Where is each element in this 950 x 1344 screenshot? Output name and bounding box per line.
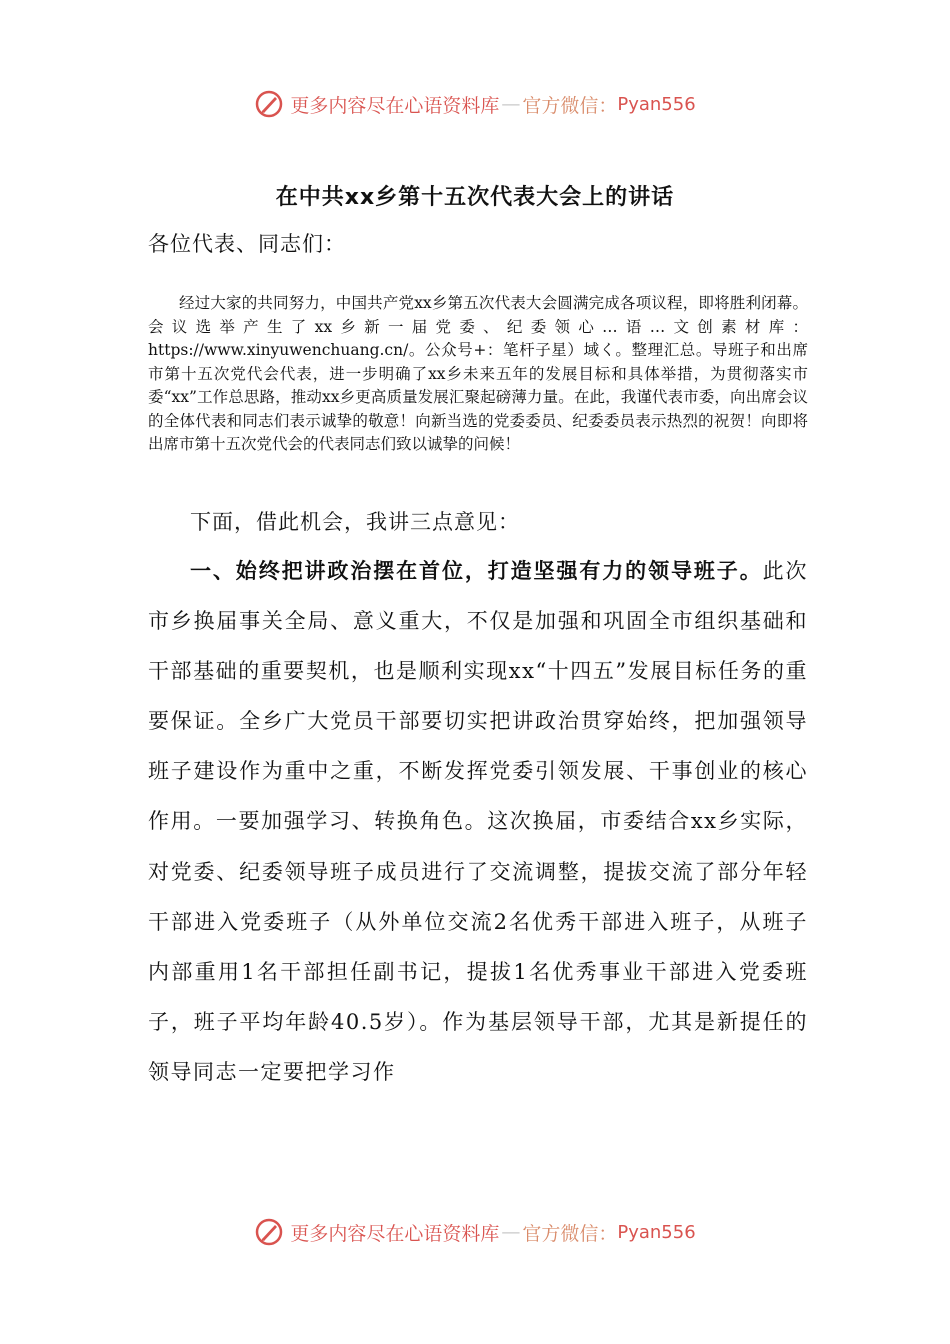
banner-wechat-label: 官方微信： <box>522 94 618 117</box>
section-1-heading: 一、始终把讲政治摆在首位，打造坚强有力的领导班子。 <box>190 559 763 583</box>
section-1-paragraph <box>148 546 808 1097</box>
banner-wechat-label: 官方微信： <box>522 1222 618 1245</box>
intro-paragraph: 经过大家的共同努力，中国共产党xx乡第五次代表大会圆满完成各项议程，即将胜利闭幕。会议选举产生了xx乡新一届党委、纪委领心…语…文创素材库：https://www.xinyuwenchuang.cn/。公众号+：笔杆子星）域く。整理汇总。导班子和出席市第十五次党代会代表，进一步明确了xx乡未来五年的发展目标和具体举措，为贯彻落实市委“xx”工作总思路，推动xx乡更高质量发展汇聚起磅薄力量。在此，我谨代表市委，向出席会议的全体代表和同志们表示诚挚的敬意！向新当选的党委委员、纪委委员表示热烈的祝贺！向即将出席市第十五次党代会的代表同志们致以诚挚的问候！ <box>148 294 808 453</box>
banner-wechat-id: Pyan556 <box>617 1221 696 1243</box>
header-watermark-banner <box>0 84 950 124</box>
pen-logo-icon <box>254 1217 284 1247</box>
banner-text: 更多内容尽在心语资料库 <box>290 1222 500 1245</box>
banner-text: 更多内容尽在心语资料库 <box>290 94 500 117</box>
banner-wechat-id: Pyan556 <box>617 93 696 115</box>
document-title: 在中共xx乡第十五次代表大会上的讲话 <box>275 185 675 210</box>
section-1-body: 此次市乡换届事关全局、意义重大，不仅是加强和巩固全市组织基础和干部基础的重要契机，也是顺利实现xx“十四五”发展目标任务的重要保证。全乡广大党员干部要切实把讲政治贯穿始终，把加强领导班子建设作为重中之重，不断发挥党委引领发展、干事创业的核心作用。一要加强学习、转换角色。这次换届，市委结合xx乡实际，对党委、纪委领导班子成员进行了交流调整，提拔交流了部分年轻干部进入党委班子（从外单位交流2名优秀干部进入班子，从班子内部重用1名干部担任副书记，提拔1名优秀事业干部进入党委班子，班子平均年龄40.5岁）。作为基层领导干部，尤其是新提任的领导同志一定要把学习作 <box>148 559 808 1084</box>
footer-watermark-banner <box>0 1212 950 1252</box>
banner-separator: — <box>501 93 521 115</box>
salutation: 各位代表、同志们： <box>148 232 346 256</box>
banner-separator: — <box>501 1221 521 1243</box>
pen-logo-icon <box>254 89 284 119</box>
points-intro: 下面，借此机会，我讲三点意见： <box>190 510 520 534</box>
